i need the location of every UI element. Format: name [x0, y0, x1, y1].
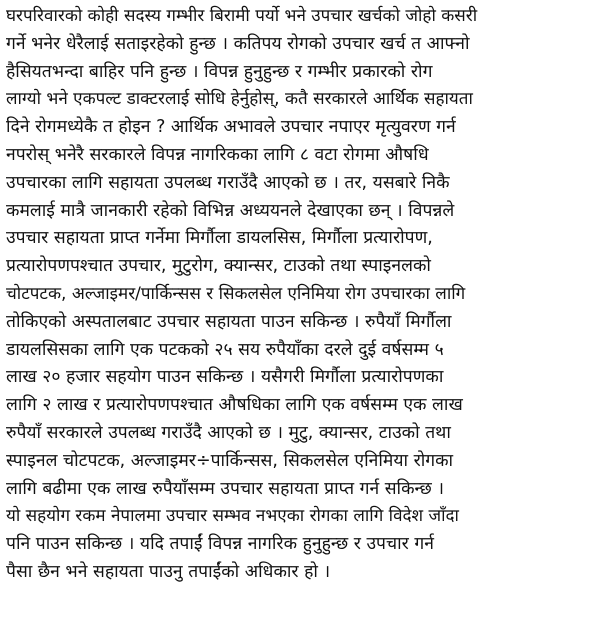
- text-line-4: लाग्यो भने एकपल्ट डाक्टरलाई सोधि हेर्नुहोस्, कतै सरकारले आर्थिक सहायता: [6, 89, 473, 110]
- text-line-15: लागि २ लाख र प्रत्यारोपणपश्चात औषधिका लागि एक वर्षसम्म एक लाख: [6, 395, 463, 416]
- text-line-9: उपचार सहायता प्राप्त गर्नेमा मिर्गौला डायलसिस, मिर्गौला प्रत्यारोपण,: [6, 228, 433, 249]
- text-line-12: तोकिएको अस्पतालबाट उपचार सहायता पाउन सकिन्छ । रुपैयाँ मिर्गौला: [6, 311, 452, 332]
- text-line-7: उपचारका लागि सहायता उपलब्ध गराउँदै आएको छ । तर, यसबारे निकै: [6, 172, 450, 193]
- text-line-19: यो सहयोग रकम नेपालमा उपचार सम्भव नभएका रोगका लागि विदेश जाँदा: [6, 506, 459, 527]
- document-text-block: [6, 3, 600, 587]
- text-line-21: पैसा छैन भने सहायता पाउनु तपाईंको अधिकार हो ।: [6, 561, 331, 582]
- text-line-5: दिने रोगमध्येकै त होइन ? आर्थिक अभावले उपचार नपाएर मृत्युवरण गर्न: [6, 117, 456, 138]
- text-line-16: रुपैयाँ सरकारले उपलब्ध गराउँदै आएको छ । मुटु, क्यान्सर, टाउको तथा: [6, 422, 451, 443]
- text-line-6: नपरोस् भनेरै सरकारले विपन्न नागरिकका लागि ८ वटा रोगमा औषधि: [6, 144, 429, 165]
- text-line-14: लाख २० हजार सहयोग पाउन सकिन्छ । यसैगरी मिर्गौला प्रत्यारोपणका: [6, 367, 444, 388]
- text-line-3: हैसियतभन्दा बाहिर पनि हुन्छ । विपन्न हुनुहुन्छ र गम्भीर प्रकारको रोग: [6, 61, 433, 82]
- text-line-8: कमलाई मात्रै जानकारी रहेको विभिन्न अध्ययनले देखाएका छन् । विपन्नले: [6, 200, 455, 221]
- text-line-20: पनि पाउन सकिन्छ । यदि तपाईं विपन्न नागरिक हुनुहुन्छ र उपचार गर्न: [6, 534, 434, 555]
- text-line-17: स्पाइनल चोटपटक, अल्जाइमर÷पार्किन्सस, सिकलसेल एनिमिया रोगका: [6, 450, 454, 471]
- text-line-11: चोटपटक, अल्जाइमर/पार्किन्सस र सिकलसेल एनिमिया रोग उपचारका लागि: [6, 283, 466, 304]
- text-line-10: प्रत्यारोपणपश्चात उपचार, मुटुरोग, क्यान्सर, टाउको तथा स्पाइनलको: [6, 256, 431, 277]
- text-line-18: लागि बढीमा एक लाख रुपैयाँसम्म उपचार सहायता प्राप्त गर्न सकिन्छ ।: [6, 478, 445, 499]
- text-line-13: डायलसिसका लागि एक पटकको २५ सय रुपैयाँका दरले दुई वर्षसम्म ५: [6, 339, 444, 360]
- text-line-2: गर्ने भनेर धेरैलाई सताइरहेको हुन्छ । कतिपय रोगको उपचार खर्च त आफ्नो: [6, 33, 470, 54]
- text-line-1: घरपरिवारको कोही सदस्य गम्भीर बिरामी पर्यो भने उपचार खर्चको जोहो कसरी: [6, 6, 478, 26]
